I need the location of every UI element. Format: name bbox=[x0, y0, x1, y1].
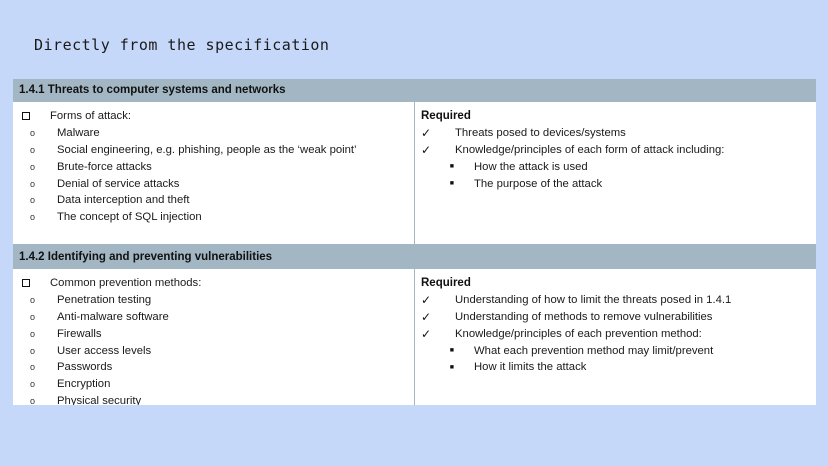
page-heading: Directly from the specification bbox=[34, 36, 330, 54]
required-subitem: ■ How it limits the attack bbox=[415, 359, 816, 376]
square-bullet-icon: ■ bbox=[449, 347, 454, 355]
square-bullet-icon: ■ bbox=[449, 363, 454, 371]
topic-title-row bbox=[13, 108, 414, 125]
topic-column bbox=[13, 269, 415, 405]
tick-icon: ✓ bbox=[421, 326, 432, 341]
required-subitem: ■ What each prevention method may limit/prevent bbox=[415, 342, 816, 359]
required-subitem: ■ The purpose of the attack bbox=[415, 175, 816, 192]
topic-title: Common prevention methods: bbox=[50, 277, 202, 290]
list-item: o Malware bbox=[13, 125, 414, 142]
list-item: o Physical security bbox=[13, 393, 414, 405]
list-item: o Denial of service attacks bbox=[13, 175, 414, 192]
list-item: o User access levels bbox=[13, 342, 414, 359]
topic-column bbox=[13, 102, 415, 244]
hollow-bullet-icon: o bbox=[29, 195, 35, 206]
list-item: o Penetration testing bbox=[13, 292, 414, 309]
hollow-bullet-icon: o bbox=[29, 144, 35, 155]
checkbox-icon bbox=[22, 279, 30, 287]
hollow-bullet-icon: o bbox=[29, 395, 35, 405]
required-item: ✓ Threats posed to devices/systems bbox=[415, 125, 816, 142]
hollow-bullet-icon: o bbox=[29, 128, 35, 139]
required-column bbox=[415, 269, 816, 405]
required-column bbox=[415, 102, 816, 244]
list-item: o The concept of SQL injection bbox=[13, 209, 414, 226]
tick-icon: ✓ bbox=[421, 309, 432, 324]
hollow-bullet-icon: o bbox=[29, 328, 35, 339]
list-item: o Brute-force attacks bbox=[13, 158, 414, 175]
hollow-bullet-icon: o bbox=[29, 178, 35, 189]
topic-title: Forms of attack: bbox=[50, 110, 131, 123]
square-bullet-icon: ■ bbox=[449, 163, 454, 171]
required-item: ✓ Knowledge/principles of each prevention method: bbox=[415, 325, 816, 342]
section-body-1-4-2 bbox=[13, 269, 816, 405]
list-item: o Social engineering, e.g. phishing, people as the ‘weak point’ bbox=[13, 142, 414, 159]
list-item: o Anti-malware software bbox=[13, 309, 414, 326]
list-item: o Data interception and theft bbox=[13, 192, 414, 209]
required-title: Required bbox=[421, 277, 471, 289]
required-item: ✓ Understanding of methods to remove vulnerabilities bbox=[415, 309, 816, 326]
tick-icon: ✓ bbox=[421, 142, 432, 157]
required-title: Required bbox=[421, 110, 471, 122]
section-header-1-4-2: 1.4.2 Identifying and preventing vulnerabilities bbox=[13, 246, 816, 269]
hollow-bullet-icon: o bbox=[29, 295, 35, 306]
required-item: ✓ Understanding of how to limit the threats posed in 1.4.1 bbox=[415, 292, 816, 309]
hollow-bullet-icon: o bbox=[29, 212, 35, 223]
hollow-bullet-icon: o bbox=[29, 362, 35, 373]
list-item: o Passwords bbox=[13, 359, 414, 376]
required-item: ✓ Knowledge/principles of each form of attack including: bbox=[415, 142, 816, 159]
checkbox-icon bbox=[22, 112, 30, 120]
list-item: o Encryption bbox=[13, 376, 414, 393]
required-subitem: ■ How the attack is used bbox=[415, 158, 816, 175]
tick-icon: ✓ bbox=[421, 126, 432, 141]
specification-table bbox=[13, 79, 816, 405]
topic-title-row bbox=[13, 275, 414, 292]
section-header-1-4-1: 1.4.1 Threats to computer systems and networks bbox=[13, 79, 816, 102]
tick-icon: ✓ bbox=[421, 293, 432, 308]
hollow-bullet-icon: o bbox=[29, 161, 35, 172]
list-item: o Firewalls bbox=[13, 325, 414, 342]
hollow-bullet-icon: o bbox=[29, 379, 35, 390]
hollow-bullet-icon: o bbox=[29, 345, 35, 356]
hollow-bullet-icon: o bbox=[29, 311, 35, 322]
square-bullet-icon: ■ bbox=[449, 180, 454, 188]
section-body-1-4-1 bbox=[13, 102, 816, 244]
